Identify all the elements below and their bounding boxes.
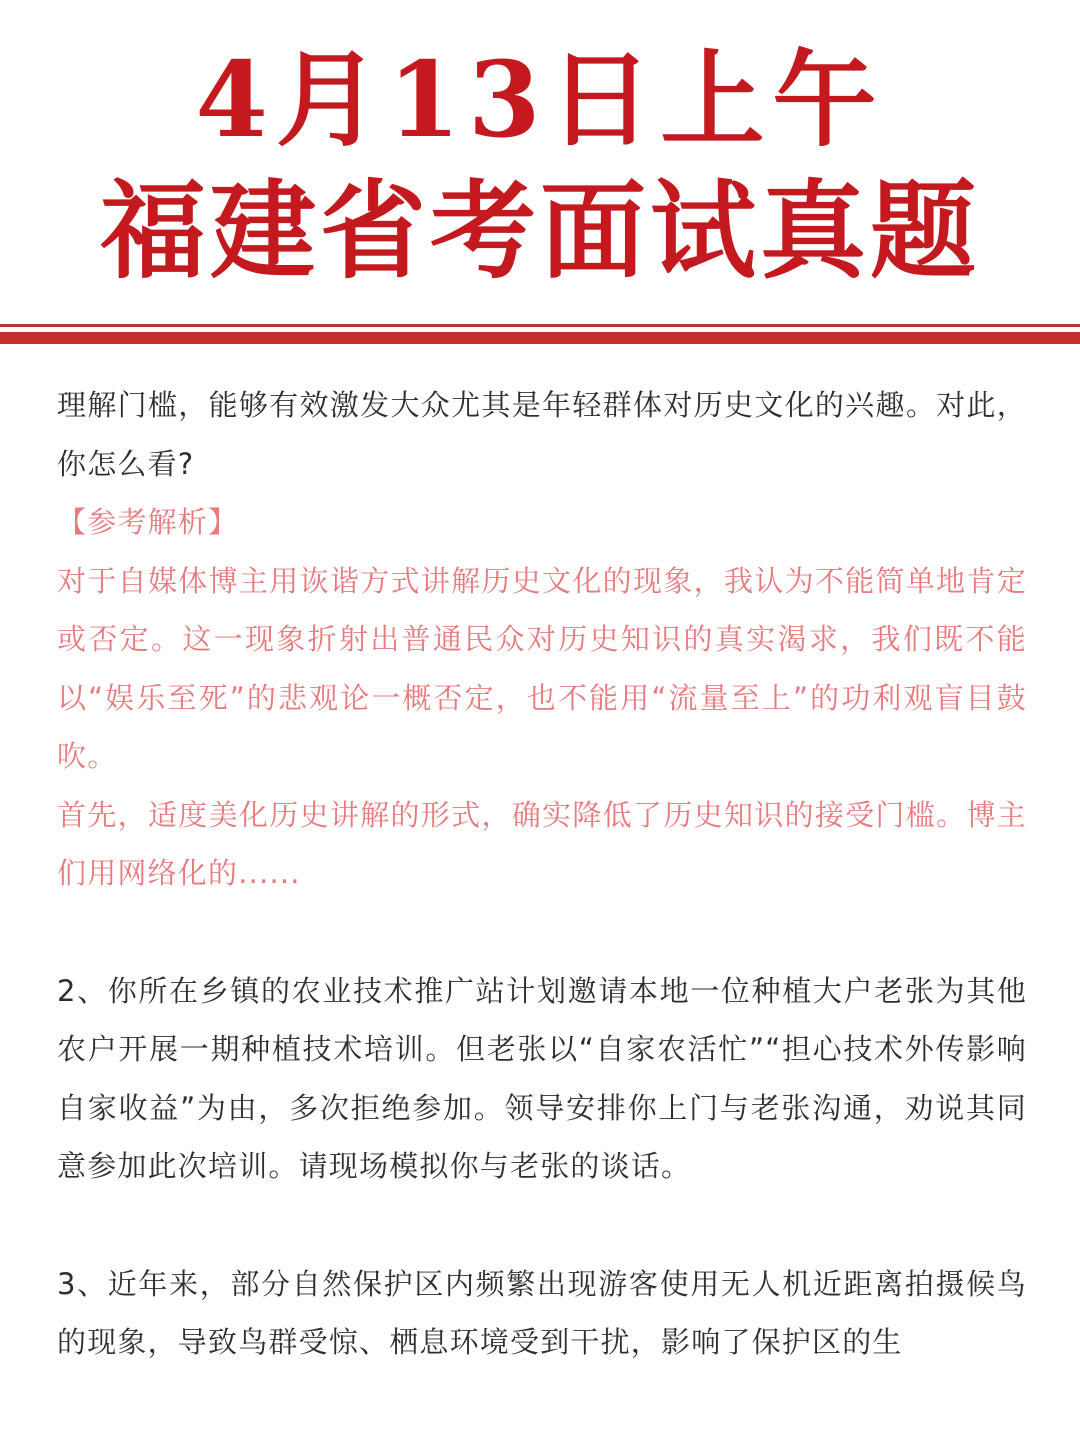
header-divider-thick — [0, 332, 1080, 344]
question-1-text: 理解门槛，能够有效激发大众尤其是年轻群体对历史文化的兴趣。对此，你怎么看? — [57, 388, 1027, 481]
analysis-paragraph-1: 对于自媒体博主用诙谐方式讲解历史文化的现象，我认为不能简单地肯定或否定。这一现象折射出普通民众对历史知识的真实渴求，我们既不能以“娱乐至死”的悲观论一概否定，也不能用“流量至上”的功利观盲目鼓吹。 — [57, 563, 1027, 773]
reference-analysis-label: 【参考解析】 — [57, 505, 239, 539]
page-title-line-2: 福建省考面试真题 — [100, 168, 980, 293]
section-spacer — [57, 903, 1027, 962]
article-body — [57, 376, 1027, 1372]
question-3-text: 3、近年来，部分自然保护区内频繁出现游客使用无人机近距离拍摄候鸟的现象，导致鸟群受惊、栖息环境受到干扰，影响了保护区的生 — [57, 1266, 1027, 1359]
page-title-line-1: 4月13日上午 — [195, 38, 885, 161]
analysis-paragraph-2: 首先，适度美化历史讲解的形式，确实降低了历史知识的接受门槛。博主们用网络化的...... — [57, 797, 1027, 890]
header-divider-thin — [0, 324, 1080, 327]
section-spacer — [57, 1196, 1027, 1255]
question-2-text: 2、你所在乡镇的农业技术推广站计划邀请本地一位种植大户老张为其他农户开展一期种植技术培训。但老张以“自家农活忙”“担心技术外传影响自家收益”为由，多次拒绝参加。领导安排你上门与老张沟通，劝说其同意参加此次培训。请现场模拟你与老张的谈话。 — [57, 973, 1027, 1183]
